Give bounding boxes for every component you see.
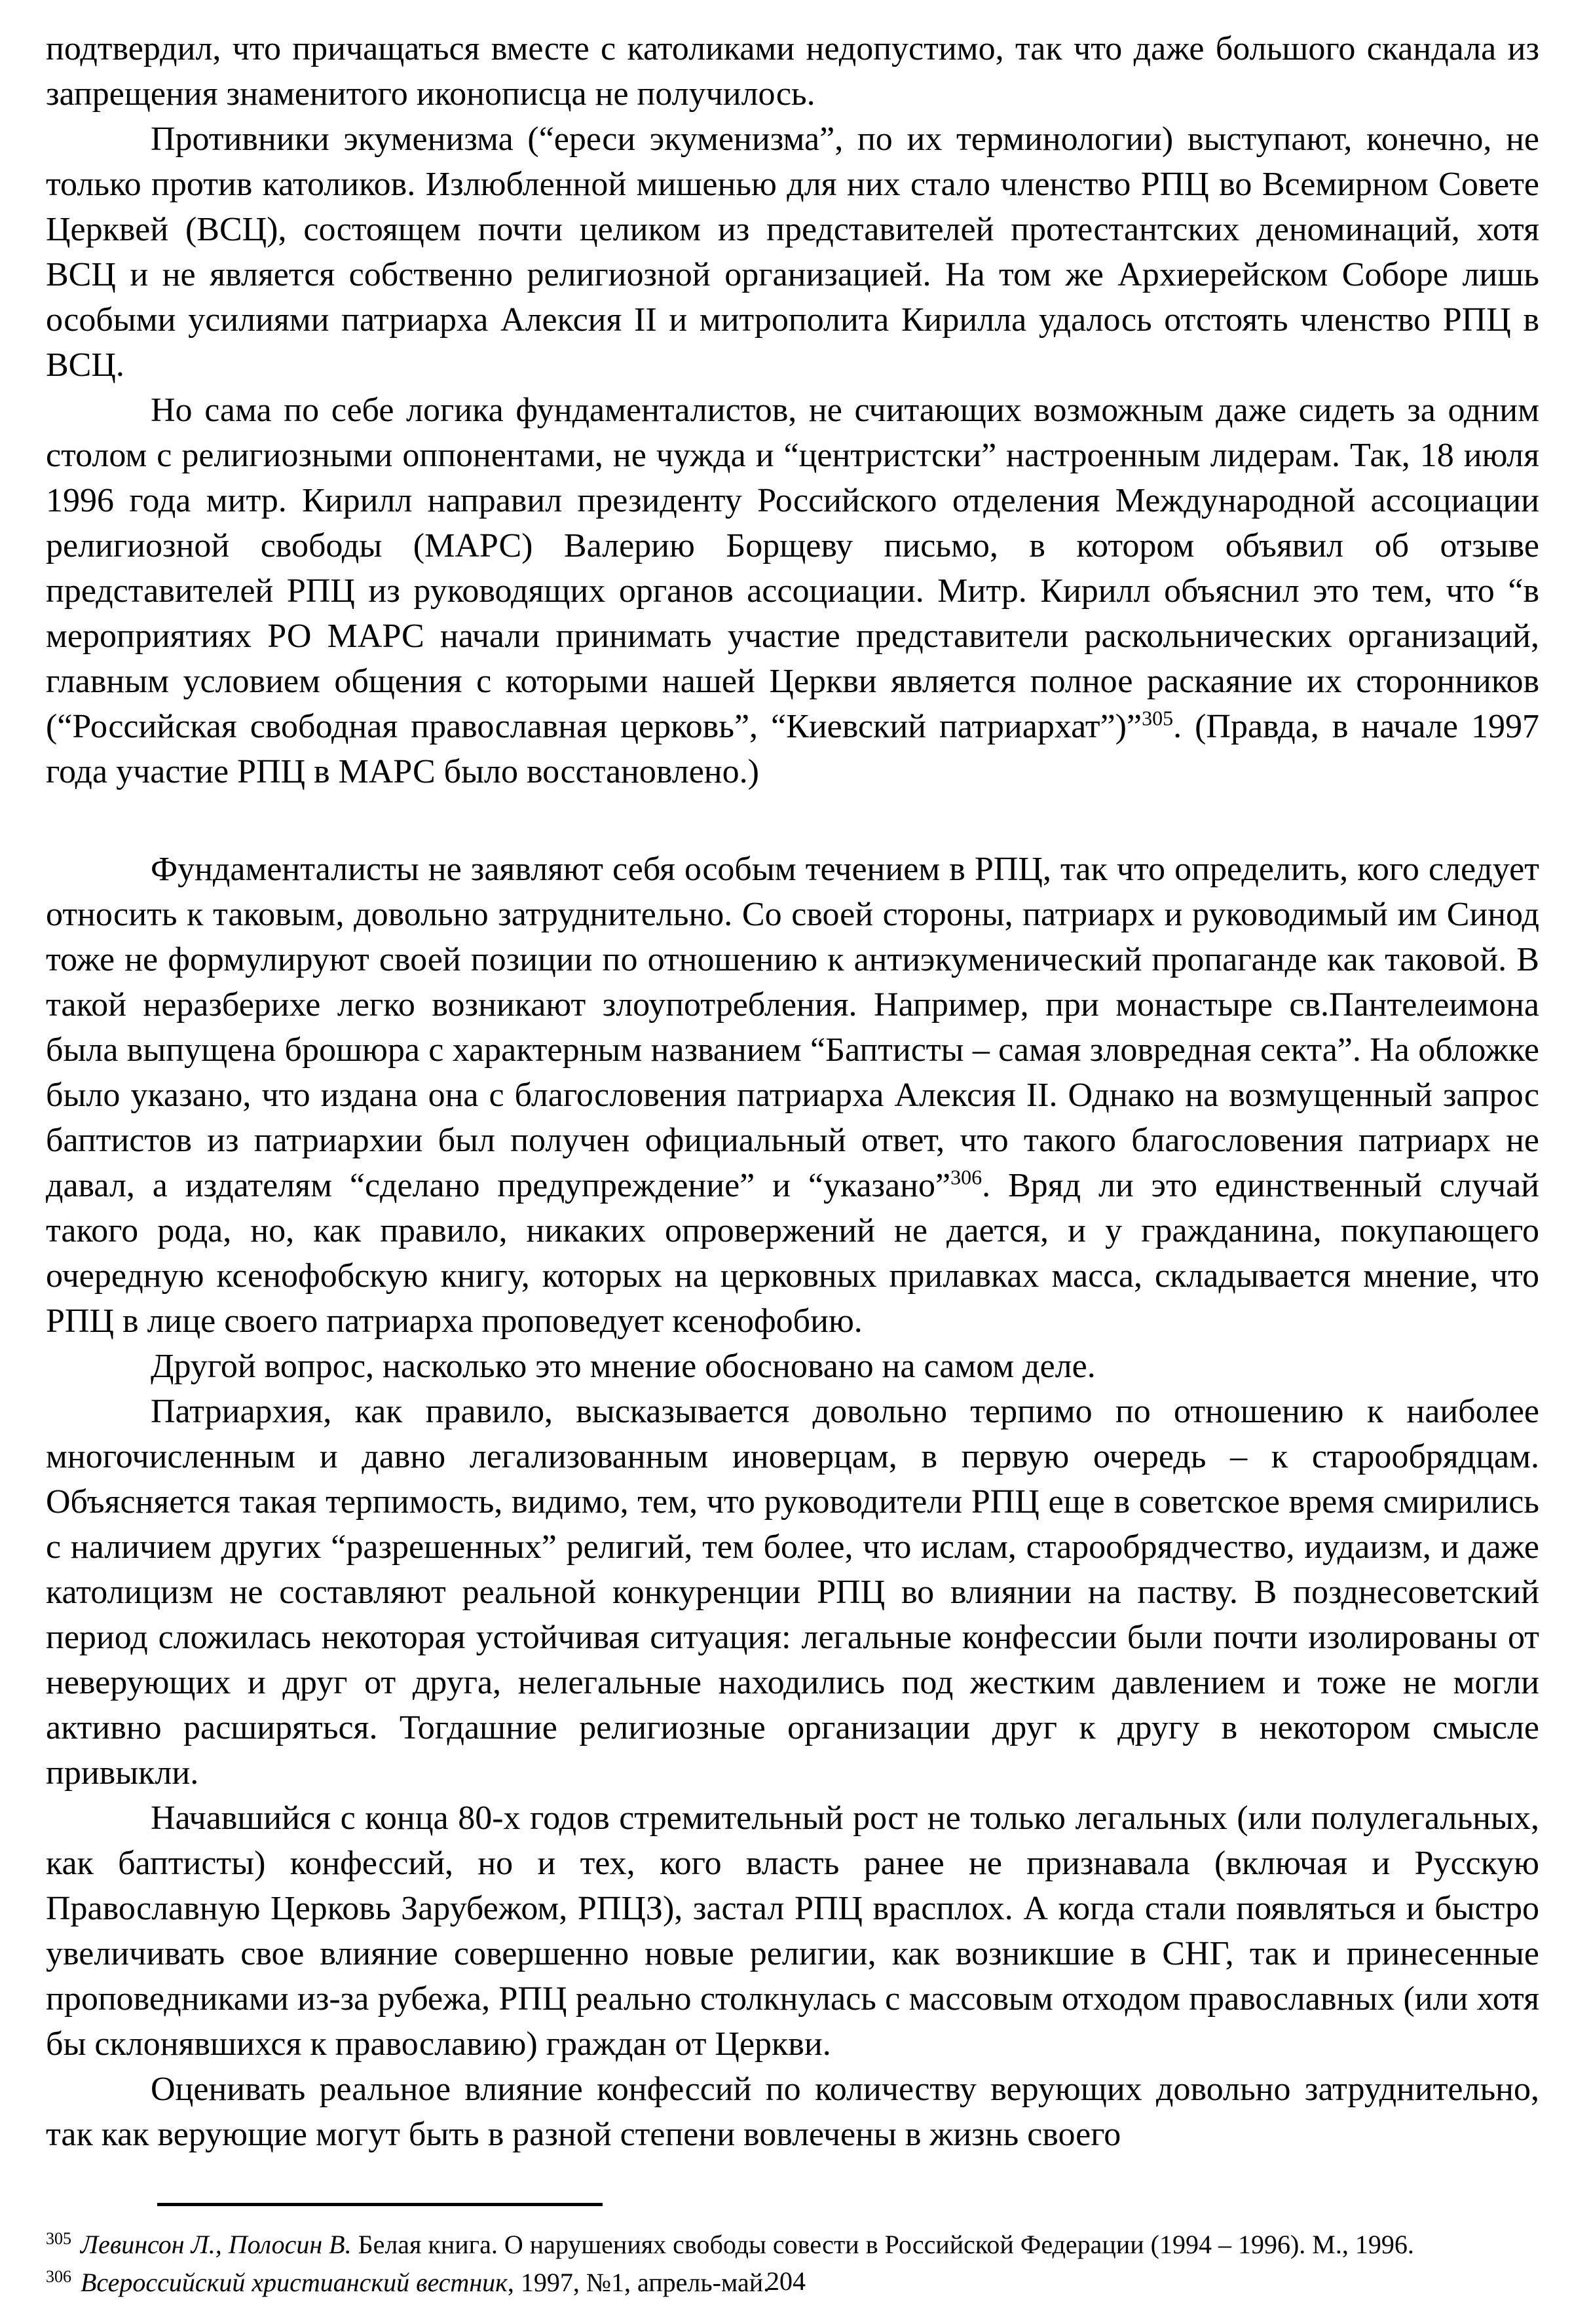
paragraph-3-text: Но сама по себе логика фундаменталистов, не считающих возможным даже сидеть за одним столом с религиозными оппонентами, не чужда и “центристски” настроенным лидерам. Так, 18 июля 1996 года митр. Кирилл направил президенту Российского отделения Международной ассоциации религиозной свободы (МАРС) Валерию Борщеву письмо, в котором объявил об отзыве представителей РПЦ из руководящих органов ассоциации. Митр. Кирилл объяснил это тем, что “в мероприятиях РО МАРС начали принимать участие представители раскольнических организаций, главным условием общения с которыми нашей Церкви является полное раскаяние их сторонников (“Российская свободная православная церковь”, “Киевский патриархат”)”	[46, 392, 1539, 745]
page-number: 204	[766, 2266, 806, 2296]
section-gap	[46, 794, 1539, 847]
footnote-ref-305[interactable]: 305	[1142, 706, 1174, 730]
footnote-text: , 1997, №1, апрель-май.	[507, 2268, 770, 2297]
paragraph-6: Патриархия, как правило, высказывается довольно терпимо по отношению к наиболее многочисленным и давно легализованным иноверцам, в первую очередь – к старообрядцам. Объясняется такая терпимость, видимо, тем, что руководители РПЦ еще в советское время смирились с наличием других “разрешенных” религий, тем более, что ислам, старообрядчество, иудаизм, и даже католицизм не составляют реальной конкуренции РПЦ во влиянии на паству. В позднесоветский период сложилась некоторая устойчивая ситуация: легальные конфессии были почти изолированы от неверующих и друг от друга, нелегальные находились под жестким давлением и тоже не могли активно расширяться. Тогдашние религиозные организации друг к другу в некотором смысле привыкли.	[46, 1393, 1539, 1792]
footnote-305	[46, 2226, 1539, 2264]
paragraph-2: Противники экуменизма (“ереси экуменизма”, по их терминологии) выступают, конечно, не только против католиков. Излюбленной мишенью для них стало членство РПЦ во Всемирном Совете Церквей (ВСЦ), состоящем почти целиком из представителей протестантских деноминаций, хотя ВСЦ и не является собственно религиозной организацией. На том же Архиерейском Соборе лишь особыми усилиями патриарха Алексия II и митрополита Кирилла удалось отстоять членство РПЦ в ВСЦ.	[46, 120, 1539, 384]
paragraph-4-text-after: . Вряд ли это единственный случай такого рода, но, как правило, никаких опровержений не дается, и у гражданина, покупающего очередную ксенофобскую книгу, которых на церковных прилавках масса, складывается мнение, что РПЦ в лице своего патриарха проповедует ксенофобию.	[46, 1167, 1539, 1340]
footnote-text: Белая книга. О нарушениях свободы совести в Российской Федерации (1994 – 1996). М., 1996.	[351, 2230, 1414, 2259]
footnote-separator	[157, 2203, 603, 2206]
footnote-number: 305	[46, 2228, 71, 2248]
paragraph-5: Другой вопрос, насколько это мнение обосновано на самом деле.	[151, 1348, 1096, 1385]
paragraph-4	[46, 847, 1539, 1344]
footnote-author: Левинсон Л., Полосин В.	[81, 2230, 352, 2259]
document-page	[46, 26, 1539, 2302]
paragraph-4-text: Фундаменталисты не заявляют себя особым течением в РПЦ, так что определить, кого следует относить к таковым, довольно затруднительно. Со своей стороны, патриарх и руководимый им Синод тоже не формулируют своей позиции по отношению к антиэкуменический пропаганде как таковой. В такой неразберихе легко возникают злоупотребления. Например, при монастыре св.Пантелеимона была выпущена брошюра с характерным названием “Баптисты – самая зловредная секта”. На обложке было указано, что издана она с благословения патриарха Алексия II. Однако на возмущенный запрос баптистов из патриархии был получен официальный ответ, что такого благословения патриарх не давал, а издателям “сделано предупреждение” и “указано”	[46, 851, 1539, 1204]
paragraph-8: Оценивать реальное влияние конфессий по количеству верующих довольно затруднительно, так как верующие могут быть в разной степени вовлечены в жизнь своего	[46, 2071, 1539, 2153]
paragraph-1: подтвердил, что причащаться вместе с католиками недопустимо, так что даже большого скандала из запрещения знаменитого иконописца не получилось.	[46, 30, 1539, 113]
paragraph-7: Начавшийся с конца 80-х годов стремительный рост не только легальных (или полулегальных, как баптисты) конфессий, но и тех, кого власть ранее не признавала (включая и Русскую Православную Церковь Зарубежом, РПЦЗ), застал РПЦ врасплох. А когда стали появляться и быстро увеличивать свое влияние совершенно новые религии, как возникшие в СНГ, так и принесенные проповедниками из-за рубежа, РПЦ реально столкнулась с массовым отходом православных (или хотя бы склонявшихся к православию) граждан от Церкви.	[46, 1799, 1539, 2063]
paragraph-3-text-after: . (Правда, в начале 1997 года участие РПЦ в МАРС было восстановлено.)	[46, 708, 1539, 790]
paragraph-3	[46, 388, 1539, 794]
footnote-source: Всероссийский христианский вестник	[81, 2268, 508, 2297]
footnote-ref-306[interactable]: 306	[950, 1165, 982, 1189]
footnote-number: 306	[46, 2266, 71, 2286]
